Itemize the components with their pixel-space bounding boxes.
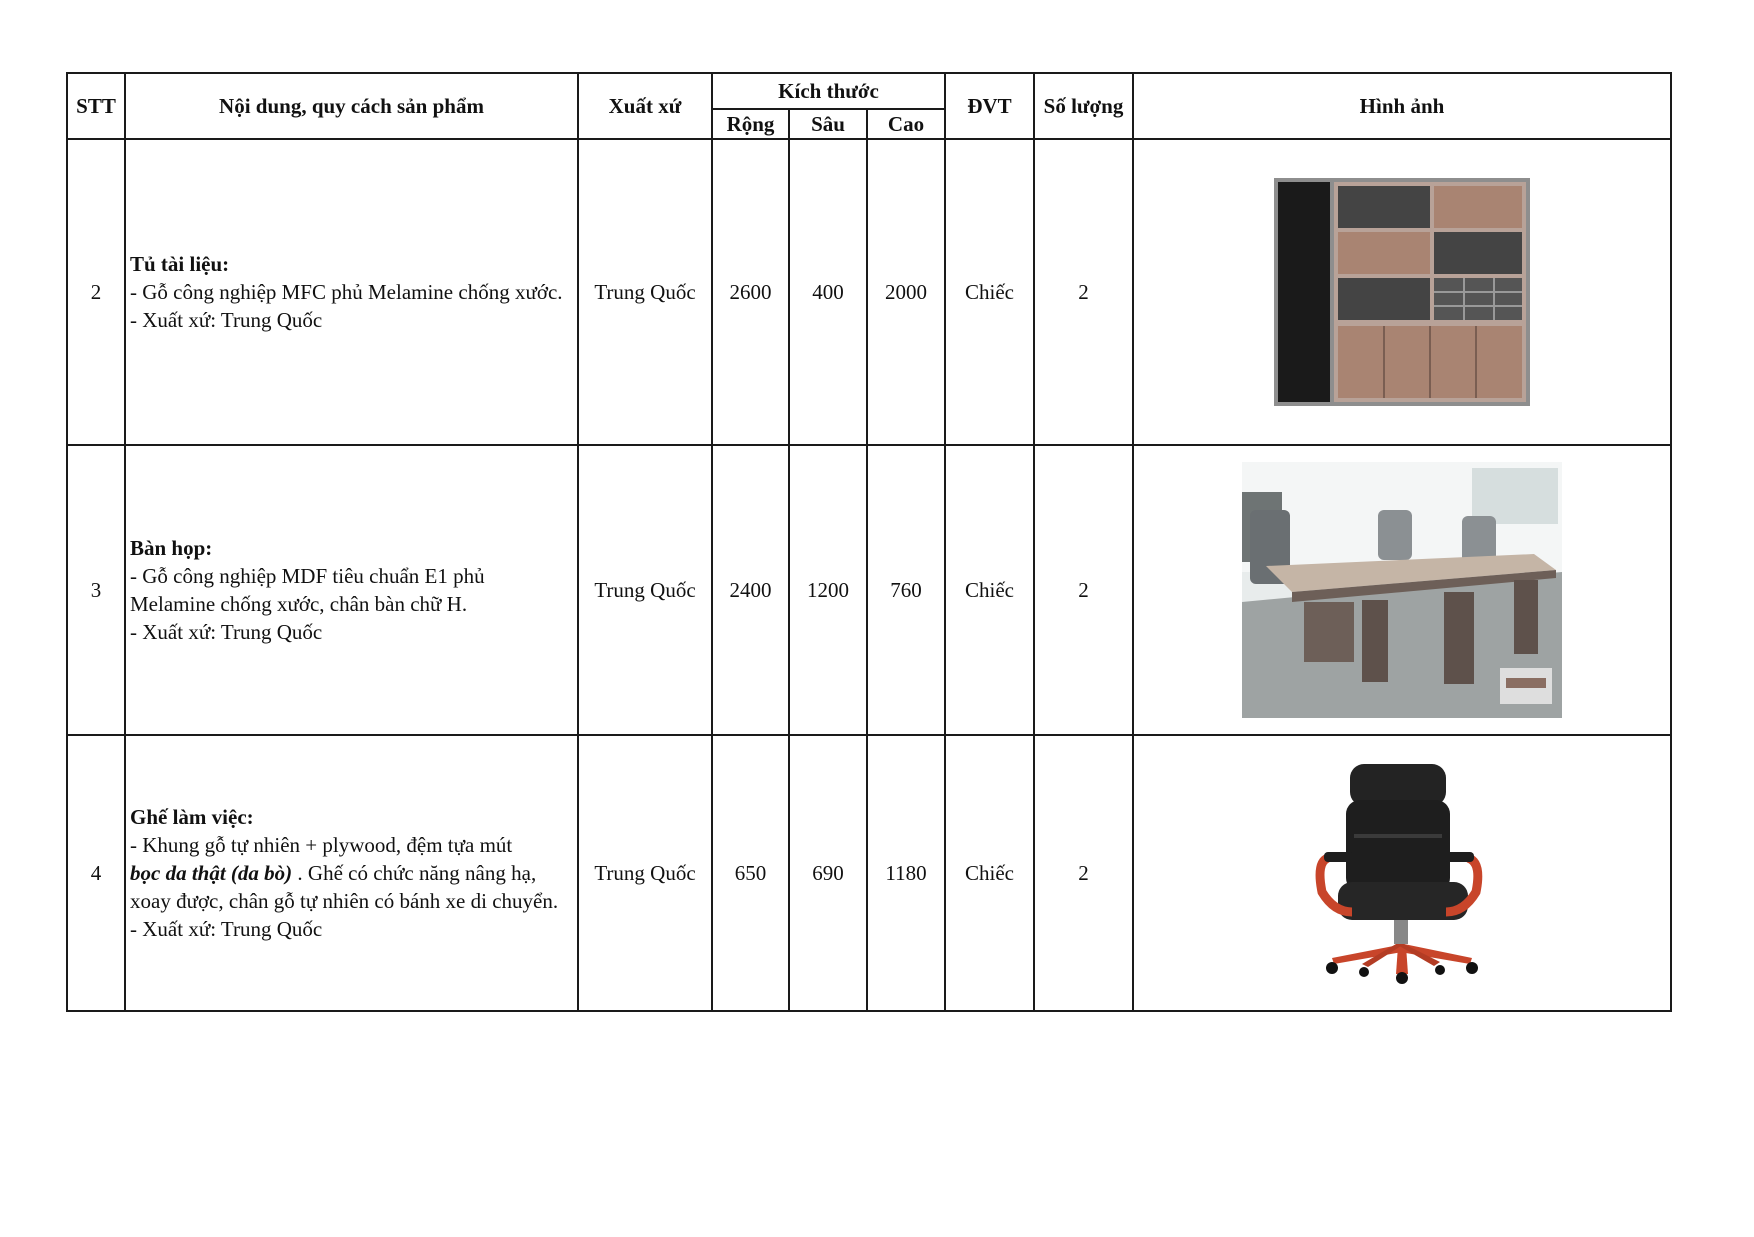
row-unit: Chiếc — [945, 735, 1034, 1011]
row-line: - Xuất xứ: Trung Quốc — [130, 620, 323, 644]
row-stt: 4 — [67, 735, 125, 1011]
row-description — [125, 735, 578, 1011]
product-spec-table — [66, 72, 1672, 1012]
header-quantity: Số lượng — [1034, 73, 1133, 139]
row-quantity: 2 — [1034, 139, 1133, 445]
row-line: - Xuất xứ: Trung Quốc — [130, 308, 323, 332]
office-chair-icon — [1312, 762, 1492, 984]
row-image-cell — [1133, 735, 1671, 1011]
row-line: - Khung gỗ tự nhiên + plywood, đệm tựa mút — [130, 833, 513, 857]
row-width: 2400 — [712, 445, 789, 735]
header-width: Rộng — [712, 109, 789, 139]
row-height: 760 — [867, 445, 945, 735]
row-origin: Trung Quốc — [578, 735, 712, 1011]
row-title: Tủ tài liệu: — [130, 252, 230, 276]
header-image: Hình ảnh — [1133, 73, 1671, 139]
row-depth: 1200 — [789, 445, 867, 735]
row-image-cell — [1133, 445, 1671, 735]
filing-cabinet-icon — [1272, 176, 1532, 408]
row-unit: Chiếc — [945, 445, 1034, 735]
row-height: 1180 — [867, 735, 945, 1011]
row-line-mixed — [130, 859, 573, 915]
header-stt: STT — [67, 73, 125, 139]
row-stt: 2 — [67, 139, 125, 445]
row-line: - Gỗ công nghiệp MFC phủ Melamine chống xước. — [130, 280, 563, 304]
row-unit: Chiếc — [945, 139, 1034, 445]
row-quantity: 2 — [1034, 735, 1133, 1011]
table-row — [67, 445, 1671, 735]
row-quantity: 2 — [1034, 445, 1133, 735]
row-line: - Gỗ công nghiệp MDF tiêu chuẩn E1 phủ Melamine chống xước, chân bàn chữ H. — [130, 564, 485, 616]
row-line: - Xuất xứ: Trung Quốc — [130, 917, 323, 941]
row-width: 2600 — [712, 139, 789, 445]
row-width: 650 — [712, 735, 789, 1011]
row-depth: 690 — [789, 735, 867, 1011]
header-unit: ĐVT — [945, 73, 1034, 139]
row-line-rest: . Ghế có chức năng nâng hạ, xoay được, chân gỗ tự nhiên có bánh xe di chuyển. — [130, 861, 559, 913]
row-title: Bàn họp: — [130, 536, 213, 560]
header-height: Cao — [867, 109, 945, 139]
meeting-table-icon — [1242, 462, 1562, 718]
header-dimensions: Kích thước — [712, 73, 945, 109]
header-depth: Sâu — [789, 109, 867, 139]
row-description — [125, 139, 578, 445]
table-row — [67, 735, 1671, 1011]
row-stt: 3 — [67, 445, 125, 735]
row-origin: Trung Quốc — [578, 139, 712, 445]
header-origin: Xuất xứ — [578, 73, 712, 139]
row-height: 2000 — [867, 139, 945, 445]
row-emphasis: bọc da thật (da bò) — [130, 861, 293, 885]
row-title: Ghế làm việc: — [130, 805, 254, 829]
row-image-cell — [1133, 139, 1671, 445]
table-row — [67, 139, 1671, 445]
row-origin: Trung Quốc — [578, 445, 712, 735]
row-description — [125, 445, 578, 735]
row-depth: 400 — [789, 139, 867, 445]
header-content: Nội dung, quy cách sản phẩm — [125, 73, 578, 139]
